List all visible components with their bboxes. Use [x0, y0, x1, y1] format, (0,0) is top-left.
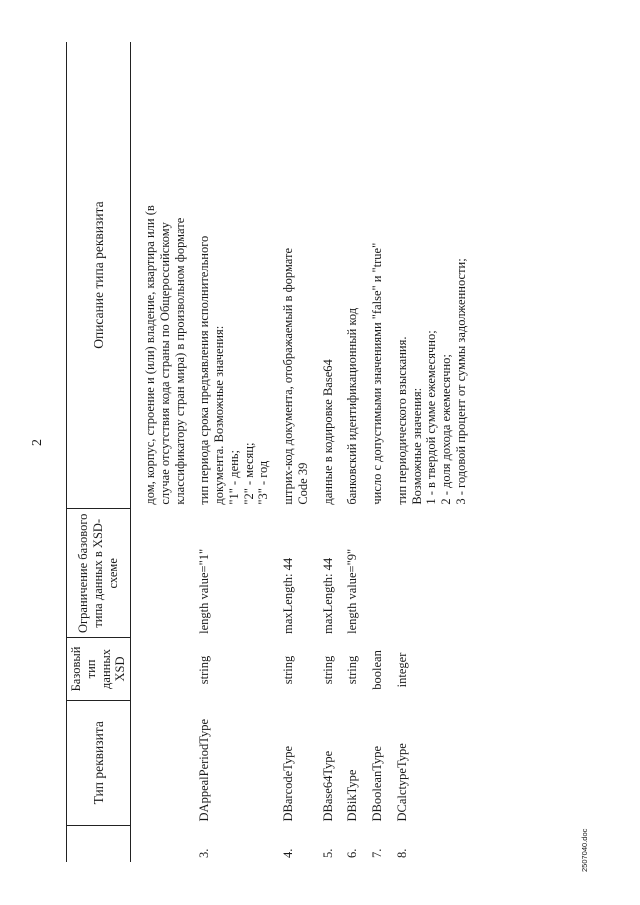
- description-line: Code 39: [295, 462, 310, 505]
- table-body: [131, 42, 473, 862]
- description-line: "3" - год: [256, 460, 271, 505]
- row-name: [131, 700, 192, 825]
- row-number: 8.: [394, 848, 409, 858]
- header-number: [67, 825, 131, 862]
- description-line: 3 - годовой процент от суммы задолженности;: [453, 258, 468, 505]
- table-row: [191, 42, 275, 862]
- description-line: "1" - день;: [226, 450, 241, 505]
- header-requisite-type: Тип реквизита: [67, 700, 131, 825]
- row-name: DBase64Type: [320, 750, 335, 822]
- description-line: классификатору стран мира) в произвольном формате: [172, 217, 187, 505]
- row-number: 5.: [320, 848, 335, 858]
- row-restriction: [389, 509, 473, 638]
- row-base-type: string: [320, 655, 335, 685]
- row-number: 6.: [345, 848, 360, 858]
- row-name: DBikType: [345, 769, 360, 822]
- table-row: [364, 42, 389, 862]
- table-row: [315, 42, 340, 862]
- row-name: DAppealPeriodType: [197, 718, 212, 822]
- row-description: [275, 42, 315, 509]
- table-row: [389, 42, 473, 862]
- description-line: тип периода срока предъявления исполнительного: [197, 235, 212, 505]
- row-restriction: length value="9": [345, 548, 360, 634]
- row-base-type: string: [281, 655, 295, 685]
- header-row: [67, 42, 131, 862]
- description-line: число с допустимыми значениями "false" и "true": [370, 242, 384, 505]
- requisite-types-table: [66, 42, 473, 862]
- description-line: дом, корпус, строение и (или) владение, квартира или (в: [143, 205, 157, 505]
- table-row-continuation: [131, 42, 192, 862]
- row-base-type: boolean: [370, 650, 384, 690]
- description-line: случае отсутствия кода страны по Общероссийскому: [157, 222, 172, 505]
- row-restriction: maxLength: 44: [320, 557, 335, 634]
- table-row: [275, 42, 315, 862]
- row-name: DBarcodeType: [281, 746, 295, 822]
- row-number: 4.: [281, 848, 295, 858]
- table-row: [339, 42, 364, 862]
- row-restriction: maxLength: 44: [281, 557, 295, 634]
- row-description: [339, 42, 364, 509]
- row-number: 3.: [197, 848, 212, 858]
- row-base-type: string: [197, 655, 212, 685]
- header-restriction: Ограничение базового типа данных в XSD-схеме: [67, 509, 131, 638]
- header-description: Описание типа реквизита: [67, 42, 131, 509]
- row-description: [315, 42, 340, 509]
- description-line: 2 - доля дохода ежемесячно;: [439, 354, 453, 505]
- header-base-type: Базовый тип данных XSD: [67, 638, 131, 700]
- page-number: 2: [30, 439, 45, 446]
- row-base-type: integer: [394, 652, 409, 688]
- table-header: [67, 42, 131, 862]
- description-line: 1 - в твердой сумме ежемесячно;: [424, 330, 439, 505]
- rotated-page-content: [66, 0, 628, 862]
- row-description: [389, 42, 473, 509]
- description-line: банковский идентификационный код: [345, 307, 360, 505]
- row-name: DCalctypeType: [394, 743, 409, 822]
- row-number: 7.: [370, 848, 384, 858]
- row-base-type: string: [345, 655, 360, 685]
- row-base-type: [131, 638, 192, 700]
- description-line: "2" - месяц;: [241, 442, 256, 505]
- row-description: [131, 42, 192, 509]
- description-line: штрих-код документа, отображаемый в формате: [281, 247, 295, 505]
- description-line: тип периодического взыскания.: [394, 336, 409, 505]
- row-restriction: length value="1": [197, 548, 212, 634]
- description-line: данные в кодировке Base64: [320, 359, 335, 505]
- row-name: DBooleanType: [370, 745, 384, 822]
- footer-filename: 2507040.doc: [580, 828, 589, 872]
- row-description: [364, 42, 389, 509]
- description-line: Возможные значения:: [409, 387, 424, 505]
- description-line: документа. Возможные значения:: [212, 325, 226, 505]
- row-restriction: [131, 509, 192, 638]
- row-description: [191, 42, 275, 509]
- row-number: [131, 825, 192, 862]
- row-restriction: [364, 509, 389, 638]
